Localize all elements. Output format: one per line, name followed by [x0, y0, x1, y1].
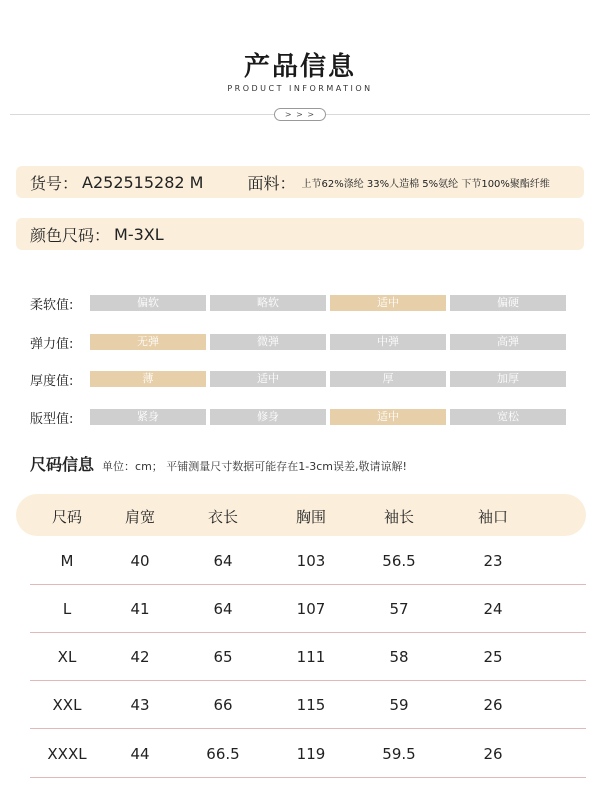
item-info-bar: [16, 166, 584, 198]
table-cell: 41: [130, 600, 150, 618]
table-cell: 64: [213, 600, 233, 618]
table-cell: 57: [389, 600, 409, 618]
table-row: [16, 733, 586, 779]
page-title: 产品信息: [243, 52, 356, 82]
attribute-option: 紧身: [90, 409, 206, 425]
row-divider: [30, 584, 586, 585]
table-cell: 24: [483, 600, 503, 618]
table-row: [16, 588, 586, 634]
attribute-option-selected: 薄: [90, 371, 206, 387]
attribute-label: 版型值:: [30, 411, 74, 427]
attribute-option: 偏软: [90, 295, 206, 311]
column-header: 衣长: [207, 508, 238, 526]
table-cell: 58: [389, 648, 409, 666]
attribute-option: 中弹: [330, 334, 446, 350]
size-info-title: 尺码信息: [30, 455, 95, 474]
attribute-option: 偏硬: [450, 295, 566, 311]
attribute-label: 厚度值:: [30, 373, 74, 389]
attribute-option-selected: 无弹: [90, 334, 206, 350]
table-cell: 23: [483, 552, 503, 570]
table-row: [16, 540, 586, 586]
table-cell: M: [60, 552, 74, 570]
row-divider: [30, 728, 586, 729]
attribute-option-selected: 适中: [330, 409, 446, 425]
size-color-bar: [16, 218, 584, 250]
size-table-header: [16, 494, 586, 536]
row-divider: [30, 777, 586, 778]
fabric-value: 上节62%涤纶 33%人造棉 5%氨纶 下节100%聚酯纤维: [301, 178, 550, 190]
table-cell: 40: [130, 552, 150, 570]
table-cell: 103: [296, 552, 326, 570]
attribute-row: [30, 370, 590, 388]
fabric-label: 面料：: [247, 173, 296, 193]
attribute-option: 适中: [210, 371, 326, 387]
item-no-label: 货号：: [30, 173, 79, 193]
size-info-note: 单位：cm； 平铺测量尺寸数据可能存在1-3cm误差,敬请谅解!: [102, 460, 407, 473]
column-header: 袖口: [477, 508, 508, 526]
table-cell: 111: [296, 648, 326, 666]
arrow-pill: > > >: [274, 108, 326, 121]
page-subtitle: PRODUCT INFORMATION: [227, 84, 373, 93]
table-cell: 66.5: [206, 745, 240, 763]
table-cell: 59: [389, 696, 409, 714]
table-cell: 107: [296, 600, 326, 618]
attribute-label: 柔软值:: [30, 297, 74, 313]
attribute-option: 高弹: [450, 334, 566, 350]
size-color-label: 颜色尺码：: [30, 225, 111, 245]
table-cell: 119: [296, 745, 326, 763]
table-cell: 42: [130, 648, 150, 666]
table-cell: 59.5: [382, 745, 416, 763]
column-header: 尺码: [51, 508, 82, 526]
table-cell: 66: [213, 696, 233, 714]
column-header: 肩宽: [124, 508, 155, 526]
table-cell: XXL: [52, 696, 82, 714]
table-cell: L: [62, 600, 72, 618]
attribute-row: [30, 333, 590, 351]
table-row: [16, 684, 586, 730]
row-divider: [30, 632, 586, 633]
column-header: 胸围: [295, 508, 326, 526]
attribute-option: 宽松: [450, 409, 566, 425]
attribute-option: 微弹: [210, 334, 326, 350]
table-cell: XL: [57, 648, 77, 666]
column-header: 袖长: [383, 508, 414, 526]
item-no-value: A252515282 M: [82, 172, 204, 192]
table-cell: 26: [483, 696, 503, 714]
table-cell: 43: [130, 696, 150, 714]
table-cell: 44: [130, 745, 150, 763]
divider-left: [10, 114, 274, 115]
table-cell: 56.5: [382, 552, 416, 570]
row-divider: [30, 680, 586, 681]
attribute-option-selected: 适中: [330, 295, 446, 311]
table-cell: 115: [296, 696, 326, 714]
attribute-option: 加厚: [450, 371, 566, 387]
attribute-label: 弹力值:: [30, 336, 74, 352]
divider-right: [326, 114, 590, 115]
attribute-row: [30, 408, 590, 426]
attribute-option: 修身: [210, 409, 326, 425]
table-cell: 65: [213, 648, 233, 666]
attribute-option: 厚: [330, 371, 446, 387]
table-cell: XXXL: [47, 745, 87, 763]
attribute-row: [30, 294, 590, 312]
table-cell: 26: [483, 745, 503, 763]
table-row: [16, 636, 586, 682]
size-color-value: M-3XL: [114, 224, 164, 244]
attribute-option: 略软: [210, 295, 326, 311]
table-cell: 25: [483, 648, 503, 666]
table-cell: 64: [213, 552, 233, 570]
size-info-heading: [30, 452, 407, 475]
